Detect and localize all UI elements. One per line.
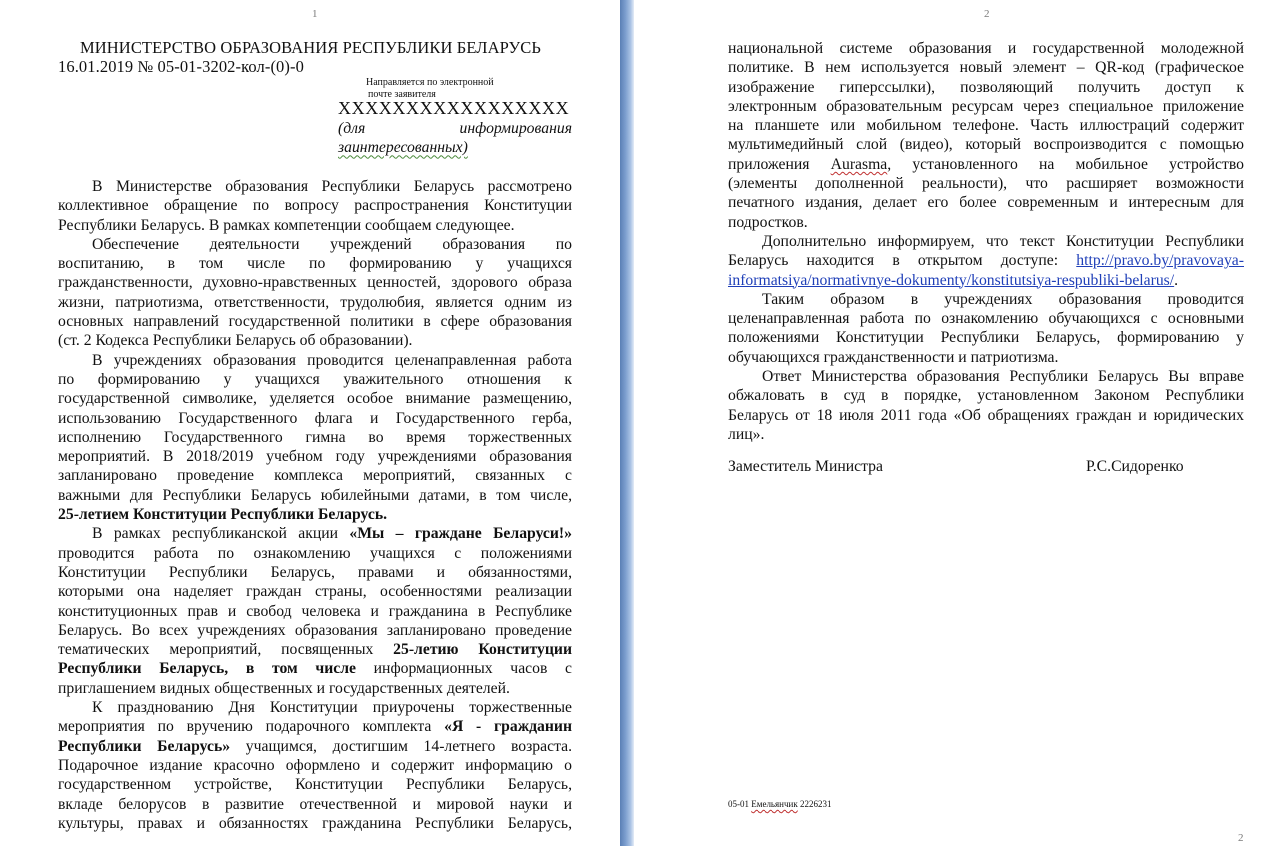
page-divider: [620, 0, 634, 846]
page-2: [634, 0, 1280, 846]
letter-body-page-2: национальной системе образования и государственной молодежной политике. В нем используется новый элемент – QR-код (графическое изображение гиперссылки), позволяющий получить доступ к электронным образовательным ресурсам через специальное приложение на планшете или мобильном телефоне. Часть иллюстраций содержит мультимедийный слой (видео), который воспроизводится с помощью приложения Aurasma, установленного на мобильное устройство (элементы дополненной реальности), что расширяет возможности печатного издания, делает его более современным и интересным для подростков. Дополнительно информируем, что текст Конституции Республики Беларусь находится в открытом доступе: http://pravo.by/pravovaya- informatsiya/normativnye-dokumenty/konstitutsiya-respubliki-belarus/. Таким образом в учреждениях образования проводится целенаправленная работа по ознакомлению обучающихся с основными положениями Конституции Республики Беларусь, формированию у обучающихся гражданственности и патриотизма. Ответ Министерства образования Республики Беларусь Вы вправе обжаловать в суд в порядке, установленном Законом Республики Беларусь от 18 июля 2011 года «Об обращениях граждан и юридических лиц».: [728, 40, 1244, 443]
constitution-link[interactable]: http://pravo.by/pravovaya-: [1076, 252, 1244, 270]
paragraph-2-line: Обеспечение деятельности учреждений образования по: [92, 235, 572, 253]
paragraph-3-line: В учреждениях образования проводится целенаправленная работа: [92, 351, 572, 369]
letter-body-page-1: В Министерстве образования Республики Беларусь рассмотрено коллективное обращение по вопросу распространения Конституции Республики Беларусь. В рамках компетенции сообщаем следующее. Обеспечение деятельности учреждений образования по воспитанию, в том числе по формированию у учащихся гражданственности, духовно-нравственных ценностей, здорового образа жизни, патриотизма, ответственности, трудолюбия, является одним из основных направлений государственной политики в сфере образования (ст. 2 Кодекса Республики Беларусь об образовании). В учреждениях образования проводится целенаправленная работа по формированию у учащихся уважительного отношения к государственной символике, уделяется особое внимание размещению, использованию Государственного флага и Государственного герба, исполнению Государственного гимна во время торжественных мероприятий. В 2018/2019 учебном году учреждениями образования запланировано проведение комплекса мероприятий, связанных с важными для Республики Беларусь юбилейными датами, в том числе, 25-летием Конституции Республики Беларусь. В рамках республиканской акции «Мы – граждане Беларуси!» проводится работа по ознакомлению учащихся с положениями Конституции Республики Беларусь, правами и обязанностями, которыми она наделяет граждан страны, особенностями реализации конституционных прав и свобод человека и гражданина в Республике Беларусь. Во всех учреждениях образования запланировано проведение тематических мероприятий, посвященных 25-летию Конституции Республики Беларусь, в том числе информационных часов с приглашением видных общественных и государственных деятелей. К празднованию Дня Конституции приурочены торжественные мероприятия по вручению подарочного комплекта «Я - гражданин Республики Беларусь» учащимся, достигшим 14-летнего возраста. Подарочное издание красочно оформлено и содержит информацию о государственном устройстве, Конституции Республики Беларусь, вкладе белорусов в развитие отечественной и мировой науки и культуры, правах и обязанностях гражданина Республики Беларусь,: [58, 178, 573, 832]
page-number: 2: [984, 8, 990, 20]
page-1: [0, 0, 620, 846]
recipient-note: (для информирования заинтересованных): [338, 120, 572, 157]
signature-name: Р.С.Сидоренко: [1086, 458, 1184, 475]
recipient-name: XXXXXXXXXXXXXXXXX: [338, 98, 570, 118]
footer-executor: 05-01 Емельянчик 2226231: [728, 799, 832, 809]
app-name-aurasma: Aurasma: [830, 155, 888, 173]
ministry-title: МИНИСТЕРСТВО ОБРАЗОВАНИЯ РЕСПУБЛИКИ БЕЛАРУСЬ: [80, 38, 541, 57]
page-number-bottom: 2: [1238, 832, 1244, 844]
constitution-link-continued[interactable]: informatsiya/normativnye-dokumenty/konstitutsiya-respubliki-belarus/: [728, 271, 1175, 289]
delivery-note: Направляется по электронной почте заявителя: [366, 77, 494, 100]
paragraph-1-line: В Министерстве образования Республики Беларусь рассмотрено: [92, 178, 572, 195]
bold-anniversary: 25-летием Конституции Республики Беларусь.: [58, 506, 388, 524]
bold-campaign: «Мы – граждане Беларуси!»: [349, 525, 572, 543]
page-number: 1: [312, 8, 318, 20]
signature-role: Заместитель Министра: [728, 458, 883, 475]
document-reference: 16.01.2019 № 05-01-3202-кол-(0)-0: [58, 57, 304, 76]
